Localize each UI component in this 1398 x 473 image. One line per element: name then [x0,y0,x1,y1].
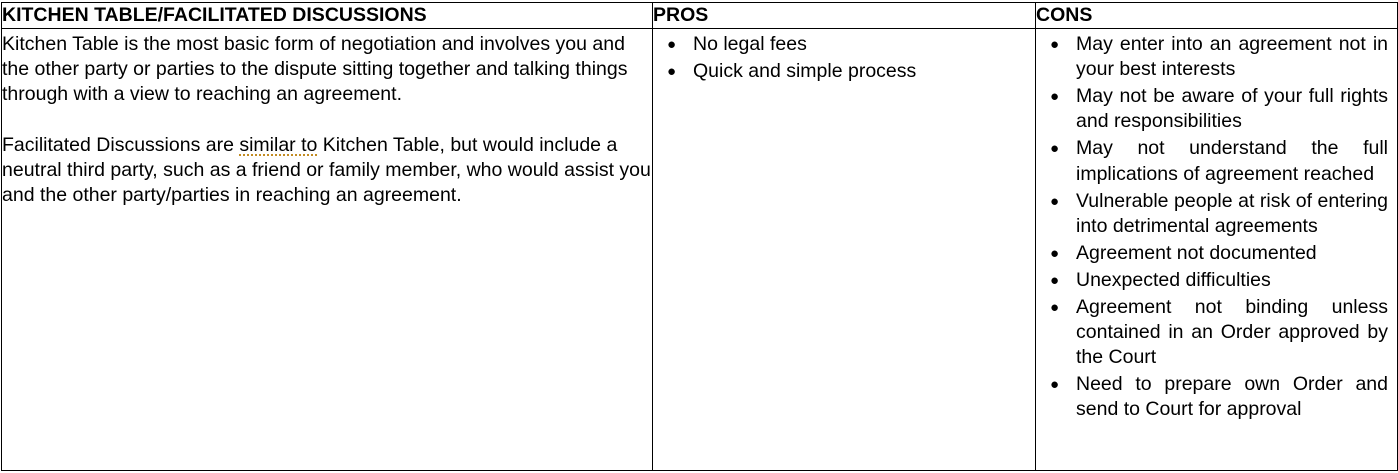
cons-item-text: Vulnerable people at risk of entering into detrimental agreements [1076,189,1388,237]
pros-item-text: No legal fees [693,33,807,55]
bullet-icon: ● [667,63,677,80]
cons-item-text: May enter into an agreement not in your best interests [1076,33,1388,81]
bullet-icon: ● [1050,244,1060,262]
bullet-icon: ● [1050,36,1060,53]
header-cons: CONS [1036,3,1398,29]
header-method: KITCHEN TABLE/FACILITATED DISCUSSIONS [2,3,653,29]
content-row [2,29,1398,471]
spellcheck-flagged-text[interactable]: similar to [239,133,318,156]
pros-item-text: Quick and simple process [693,60,917,82]
cons-item [1036,189,1388,239]
cons-item-text: May not be aware of your full rights and responsibilities [1076,85,1388,133]
cons-item [1036,136,1388,186]
cons-item-text: May not understand the full implications of agreement reached [1076,137,1388,185]
bullet-icon: ● [1050,376,1060,394]
paragraph-2-end: Kitchen Table, but would include a neutral third party, such as a friend or family member, who would assist you and the other party/parties in reaching an agreement. [2,133,651,207]
bullet-icon: ● [1050,271,1060,289]
description-cell [2,29,653,471]
cons-item-text: Unexpected difficulties [1076,268,1271,291]
cons-item [1036,241,1388,266]
bullet-icon: ● [1050,298,1060,316]
bullet-icon: ● [1050,140,1060,158]
description-paragraph-2 [2,133,652,209]
pros-list [653,29,1035,84]
cons-item [1036,84,1388,134]
cons-item [1036,295,1388,371]
header-row [2,3,1398,29]
comparison-table [1,2,1398,471]
cons-item-text: Need to prepare own Order and send to Court for approval [1076,373,1388,421]
paragraph-2-start: Facilitated Discussions are [2,133,240,156]
cons-cell [1036,29,1398,471]
pros-item [653,59,1025,84]
header-pros: PROS [653,3,1036,29]
pros-cell [653,29,1036,471]
bullet-icon: ● [667,36,677,53]
cons-item [1036,32,1388,82]
cons-item [1036,372,1388,422]
cons-list [1036,29,1397,423]
cons-item-text: Agreement not documented [1076,241,1317,264]
bullet-icon: ● [1050,192,1060,210]
pros-item [653,32,1025,57]
bullet-icon: ● [1050,88,1060,106]
cons-item-text: Agreement not binding unless contained in an Order approved by the Court [1076,295,1388,369]
cons-item [1036,268,1388,293]
description-paragraph-1: Kitchen Table is the most basic form of negotiation and involves you and the other party or parties to the dispute sitting together and talking things through with a view to reaching an agreement. [2,33,628,106]
